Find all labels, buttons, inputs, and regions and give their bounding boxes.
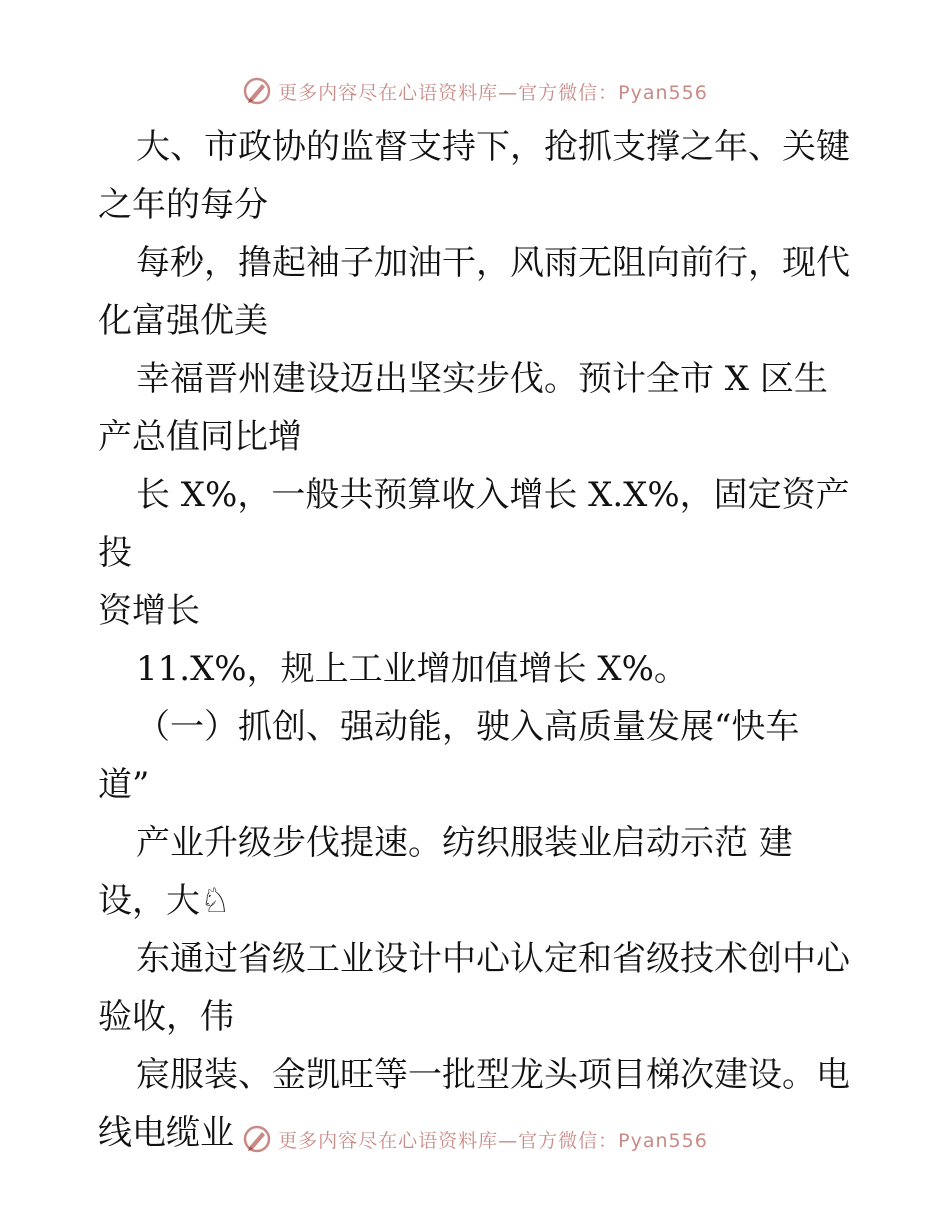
header-watermark	[0, 74, 950, 108]
watermark-text: 更多内容尽在心语资料库—官方微信：Pyan556	[278, 81, 708, 104]
pen-logo-icon	[242, 76, 272, 106]
paragraph: 11.X%，规上工业增加值增长 X%。	[136, 649, 688, 689]
pen-logo-icon	[242, 1124, 272, 1154]
watermark-text: 更多内容尽在心语资料库—官方微信：Pyan556	[278, 1129, 708, 1152]
paragraph: 东通过省级工业设计中心认定和省级技术创中心 验收，伟	[98, 939, 850, 1037]
paragraph: 大、市政协的监督支持下，抢抓支撑之年、关键 之年的每分	[98, 127, 850, 225]
footer-watermark	[0, 1122, 950, 1156]
paragraph: 产业升级步伐提速。纺织服装业启动示范 建 设，大♘	[98, 823, 793, 921]
paragraph: 每秒，撸起袖子加油干，风雨无阻向前行，现代 化富强优美	[98, 243, 850, 341]
paragraph: 幸福晋州建设迈出坚实步伐。预计全市 X 区生 产总值同比增	[98, 359, 828, 457]
paragraph: 宸服装、金凯旺等一批型龙头项目梯次建设。电 线电缆业	[98, 1055, 850, 1153]
paragraph: 长 X%，一般共预算收入增长 X.X%，固定资产投 资增长	[98, 475, 850, 631]
section-heading: （一）抓创、强动能，驶入高质量发展“快车 道”	[98, 707, 800, 805]
document-body	[98, 118, 858, 1162]
